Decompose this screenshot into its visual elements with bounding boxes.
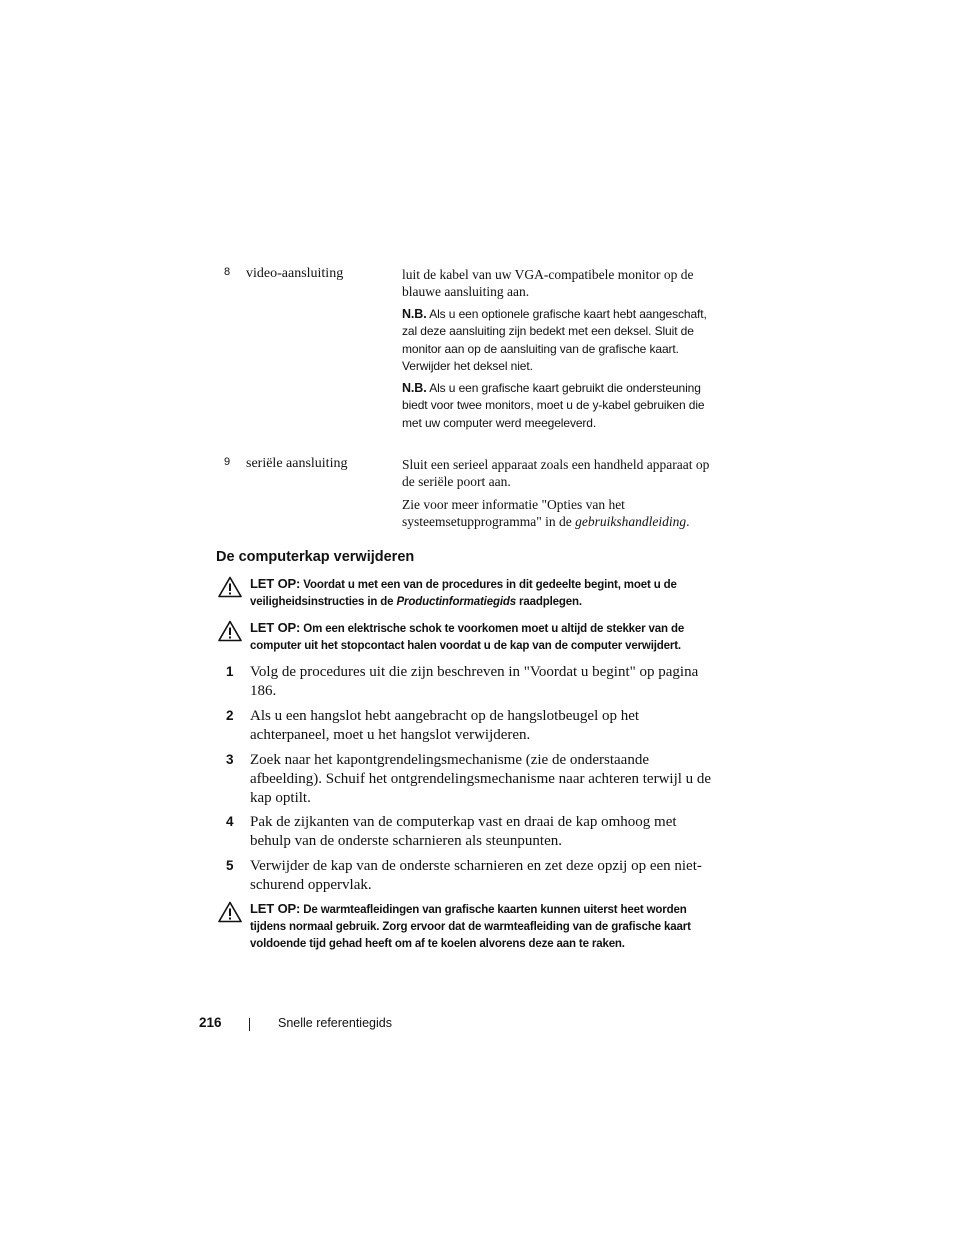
warning-triangle-icon [218,576,242,598]
step-text: Verwijder de kap van de onderste scharnieren en zet deze opzij op een niet-schurend oppervlak. [250,858,702,893]
note-label: N.B. [402,307,427,321]
row-name: seriële aansluiting [246,456,348,471]
more-info-text [402,496,720,530]
step-text: Zoek naar het kapontgrendelingsmechanisme (zie de onderstaande afbeelding). Schuif het ontgrendelingsmechanisme naar achteren terwijl u de kap optilt. [250,752,712,806]
manual-title: gebruikshandleiding [575,514,687,529]
step-number: 1 [226,664,234,679]
caution-body: Voordat u met een van de procedures in dit gedeelte begint, moet u de veiligheidsinstructies in de [250,579,677,608]
note [402,380,720,432]
step-number: 2 [226,708,234,723]
step-text: Volg de procedures uit die zijn beschreven in "Voordat u begint" op pagina 186. [250,664,699,699]
caution-text [250,900,720,953]
caution-body: De warmteafleidingen van grafische kaarten kunnen uiterst heet worden tijdens normaal gebruik. Zorg ervoor dat de warmteafleiding van de grafische kaart voldoende tijd gehad heeft om af te koelen alvorens deze aan te raken. [250,904,691,950]
caution-body-end: raadplegen. [516,596,582,608]
note-text: Als u een optionele grafische kaart hebt aangeschaft, zal deze aansluiting zijn bedekt met een deksel. Sluit de monitor aan op de aansluiting van de grafische kaart. Verwijder het deksel niet. [402,307,707,373]
page-number: 216 [199,1015,222,1030]
note-label: N.B. [402,381,427,396]
warning-triangle-icon [218,901,242,923]
more-info-prefix: Zie voor meer informatie "Opties van het systeemsetupprogramma" in de [402,497,625,529]
description-text: Sluit een serieel apparaat zoals een handheld apparaat op de seriële poort aan. [402,457,710,489]
step-text: Pak de zijkanten van de computerkap vast en draai de kap omhoog met behulp van de onderste scharnieren als steunpunten. [250,814,677,849]
row-number: 8 [224,266,231,278]
row-description [402,266,720,437]
note [402,306,720,375]
row-description [402,456,720,536]
description-text: luit de kabel van uw VGA-compatibele monitor op de blauwe aansluiting aan. [402,267,694,299]
guide-title: Productinformatiegids [396,596,517,608]
footer-title: Snelle referentiegids [278,1016,392,1030]
row-number: 9 [224,456,231,468]
caution-text [250,575,720,611]
step-number: 3 [226,752,234,767]
caution-label: LET OP: [250,901,301,916]
more-info-suffix: . [686,514,690,529]
warning-triangle-icon [218,620,242,642]
step-number: 5 [226,858,234,873]
caution-text [250,619,720,655]
caution-label: LET OP: [250,576,301,591]
caution-body: Om een elektrische schok te voorkomen moet u altijd de stekker van de computer uit het stopcontact halen voordat u de kap van de computer verwijdert. [250,623,685,652]
caution-label: LET OP: [250,620,301,635]
footer-divider [249,1018,250,1031]
table-row [224,266,724,456]
section-heading: De computerkap verwijderen [216,549,415,565]
row-name: video-aansluiting [246,266,344,281]
step-text: Als u een hangslot hebt aangebracht op de hangslotbeugel op het achterpaneel, moet u het hangslot verwijderen. [250,708,640,743]
table-row [224,456,724,536]
note-text: Als u een grafische kaart gebruikt die ondersteuning biedt voor twee monitors, moet u de y-kabel gebruiken die met uw computer werd meegeleverd. [402,381,705,430]
step-number: 4 [226,814,234,829]
